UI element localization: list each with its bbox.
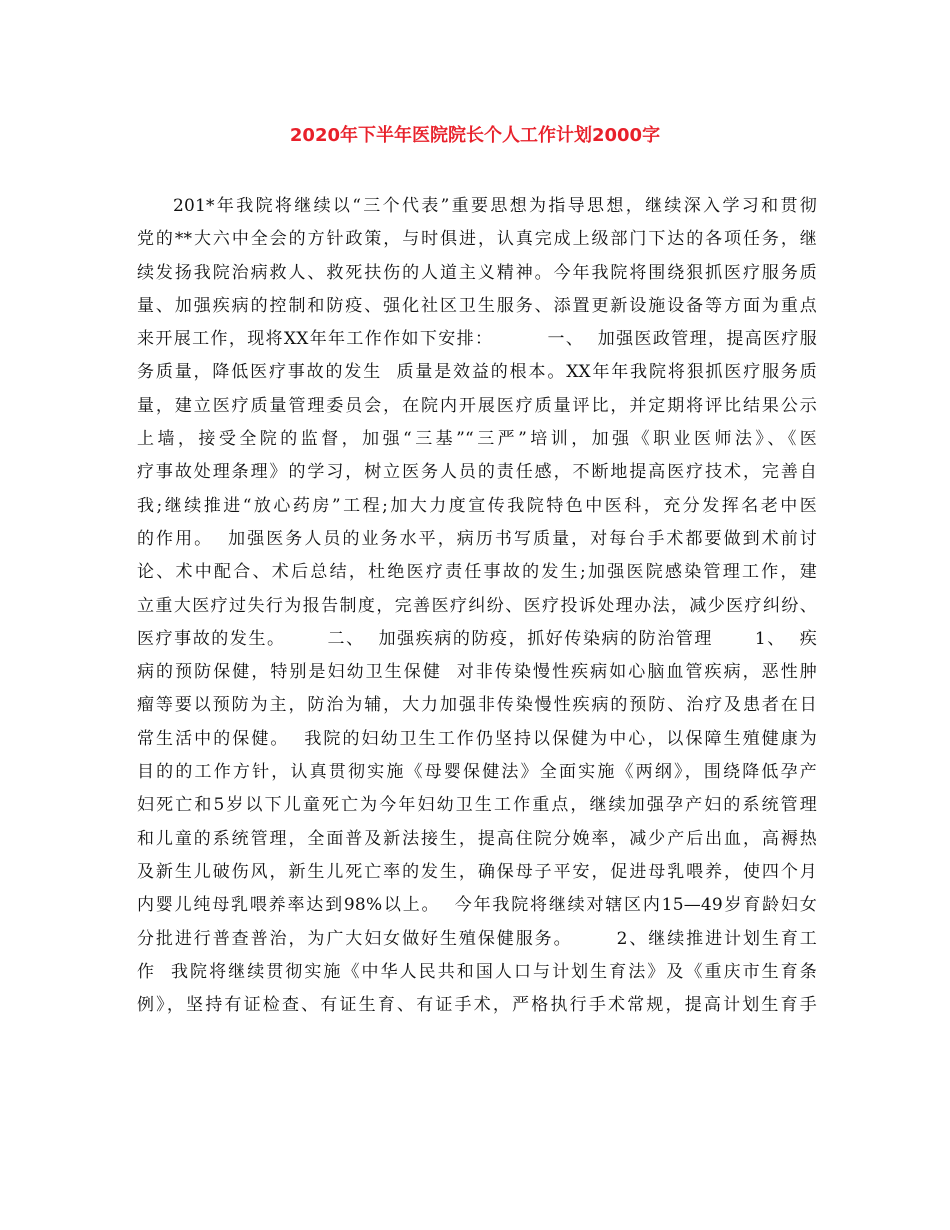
body-line: 分批进行普查普治，为广大妇女做好生殖保健服务。 2、继续推进计划生育工	[137, 928, 817, 949]
body-line: 论、术中配合、术后总结，杜绝医疗责任事故的发生;加强医院感染管理工作，建	[137, 562, 817, 583]
body-line: 201*年我院将继续以“三个代表”重要思想为指导思想，继续深入学习和贯彻	[173, 196, 817, 216]
document-title: 2020年下半年医院院长个人工作计划2000字	[289, 125, 661, 146]
body-line: 立重大医疗过失行为报告制度，完善医疗纠纷、医疗投诉处理办法，减少医疗纠纷、	[137, 595, 817, 616]
document-body	[137, 190, 817, 1022]
body-line: 目的的工作方针，认真贯彻实施《母婴保健法》全面实施《两纲》，围绕降低孕产	[137, 762, 817, 783]
body-line: 量，建立医疗质量管理委员会，在院内开展医疗质量评比，并定期将评比结果公示	[137, 395, 817, 416]
body-line: 例》，坚持有证检查、有证生育、有证手术，严格执行手术常规，提高计划生育手	[137, 995, 817, 1016]
body-line: 瘤等要以预防为主，防治为辅，大力加强非传染慢性疾病的预防、治疗及患者在日	[137, 695, 817, 716]
body-line: 和儿童的系统管理，全面普及新法接生，提高住院分娩率，减少产后出血，高褥热	[137, 828, 817, 849]
body-line: 及新生儿破伤风，新生儿死亡率的发生，确保母子平安，促进母乳喂养，使四个月	[137, 861, 817, 882]
body-line: 务质量，降低医疗事故的发生 质量是效益的根本。XX年年我院将狠抓医疗服务质	[137, 362, 817, 383]
body-line: 内婴儿纯母乳喂养率达到98%以上。 今年我院将继续对辖区内15—49岁育龄妇女	[137, 895, 817, 916]
body-line: 医疗事故的发生。 二、 加强疾病的防疫，抓好传染病的防治管理 1、 疾	[137, 628, 817, 649]
body-line: 上墙，接受全院的监督，加强“三基”“三严”培训，加强《职业医师法》、《医	[137, 429, 817, 450]
body-line: 作 我院将继续贯彻实施《中华人民共和国人口与计划生育法》及《重庆市生育条	[137, 961, 817, 982]
body-line: 来开展工作，现将XX年年工作作如下安排： 一、 加强医政管理，提高医疗服	[137, 329, 817, 350]
body-line: 的作用。 加强医务人员的业务水平，病历书写质量，对每台手术都要做到术前讨	[137, 528, 817, 549]
body-line: 病的预防保健，特别是妇幼卫生保健 对非传染慢性疾病如心脑血管疾病，恶性肿	[137, 662, 817, 683]
body-line: 党的**大六中全会的方针政策，与时俱进，认真完成上级部门下达的各项任务，继	[137, 229, 817, 250]
body-line: 常生活中的保健。 我院的妇幼卫生工作仍坚持以保健为中心，以保障生殖健康为	[137, 728, 817, 749]
body-line: 续发扬我院治病救人、救死扶伤的人道主义精神。今年我院将围绕狠抓医疗服务质	[137, 262, 817, 283]
body-line: 疗事故处理条理》的学习，树立医务人员的责任感，不断地提高医疗技术，完善自	[137, 462, 817, 483]
body-line: 我;继续推进“放心药房”工程;加大力度宣传我院特色中医科，充分发挥名老中医	[137, 495, 817, 516]
body-line: 量、加强疾病的控制和防疫、强化社区卫生服务、添置更新设施设备等方面为重点	[137, 295, 817, 316]
body-line: 妇死亡和5岁以下儿童死亡为今年妇幼卫生工作重点，继续加强孕产妇的系统管理	[137, 795, 817, 816]
